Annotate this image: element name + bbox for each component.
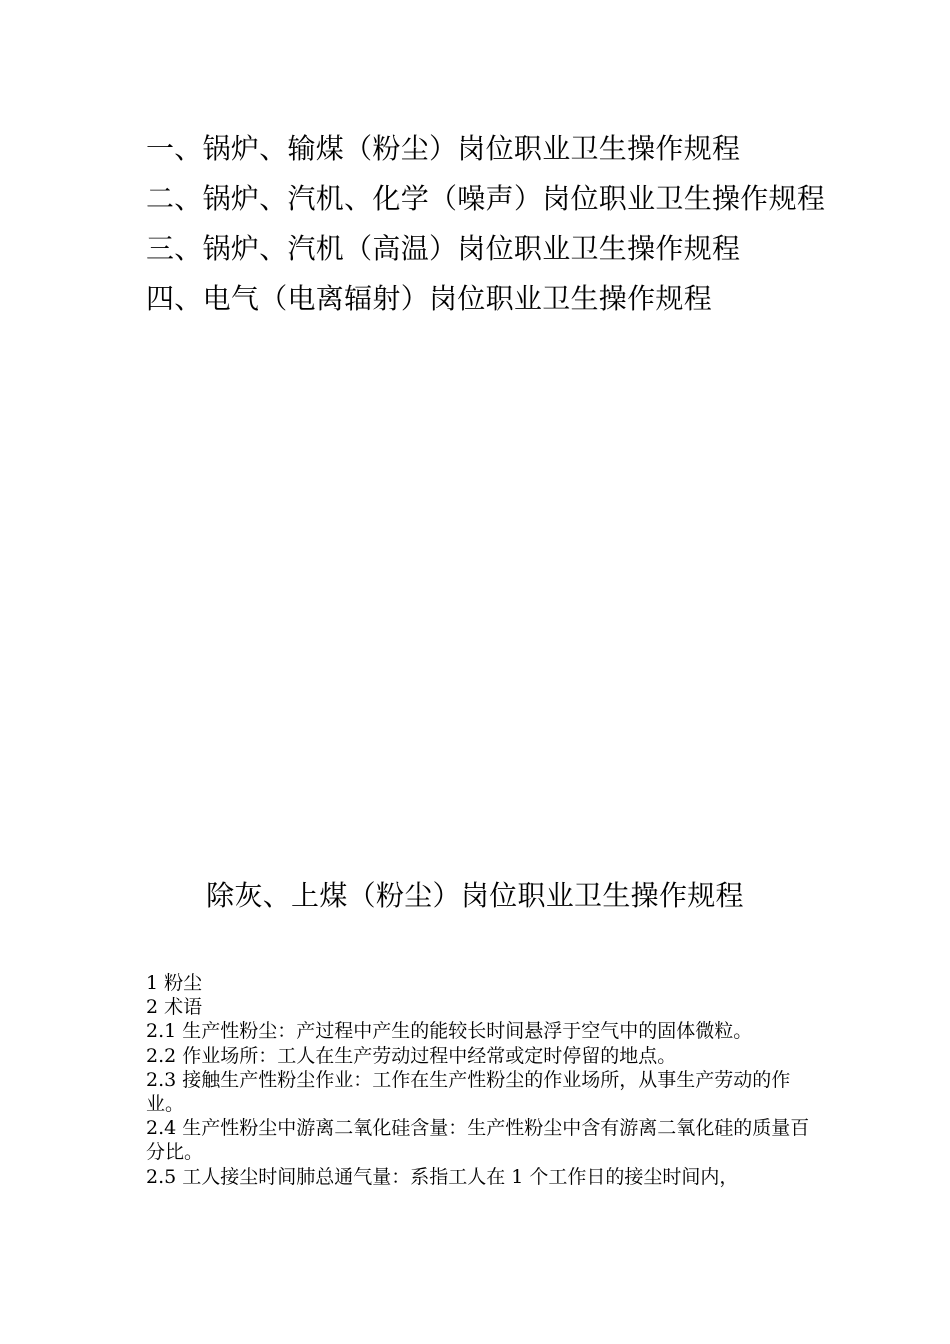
toc-item-dust: 一、锅炉、输煤（粉尘）岗位职业卫生操作规程 (146, 132, 741, 165)
term-definition-workplace: 2.2 作业场所：工人在生产劳动过程中经常或定时停留的地点。 (146, 1044, 677, 1067)
section-heading-terms: 2 术语 (146, 996, 203, 1019)
toc-item-high-temperature: 三、锅炉、汽机（高温）岗位职业卫生操作规程 (146, 232, 741, 265)
term-definition-dust-exposure-work: 2.3 接触生产性粉尘作业：工作在生产性粉尘的作业场所，从事生产劳动的作业。 (146, 1068, 791, 1116)
document-body (146, 971, 818, 1189)
table-of-contents (146, 124, 826, 324)
term-definition-productive-dust: 2.1 生产性粉尘：产过程中产生的能较长时间悬浮于空气中的固体微粒。 (146, 1020, 753, 1043)
term-definition-free-silica-content: 2.4 生产性粉尘中游离二氧化硅含量：生产性粉尘中含有游离二氧化硅的质量百分比。 (146, 1117, 810, 1164)
toc-item-ionizing-radiation: 四、电气（电离辐射）岗位职业卫生操作规程 (146, 282, 713, 315)
document-title: 除灰、上煤（粉尘）岗位职业卫生操作规程 (206, 879, 744, 912)
toc-item-noise: 二、锅炉、汽机、化学（噪声）岗位职业卫生操作规程 (146, 182, 826, 215)
term-definition-lung-ventilation: 2.5 工人接尘时间肺总通气量：系指工人在 1 个工作日的接尘时间内， (146, 1165, 739, 1188)
section-heading-dust: 1 粉尘 (146, 972, 203, 994)
